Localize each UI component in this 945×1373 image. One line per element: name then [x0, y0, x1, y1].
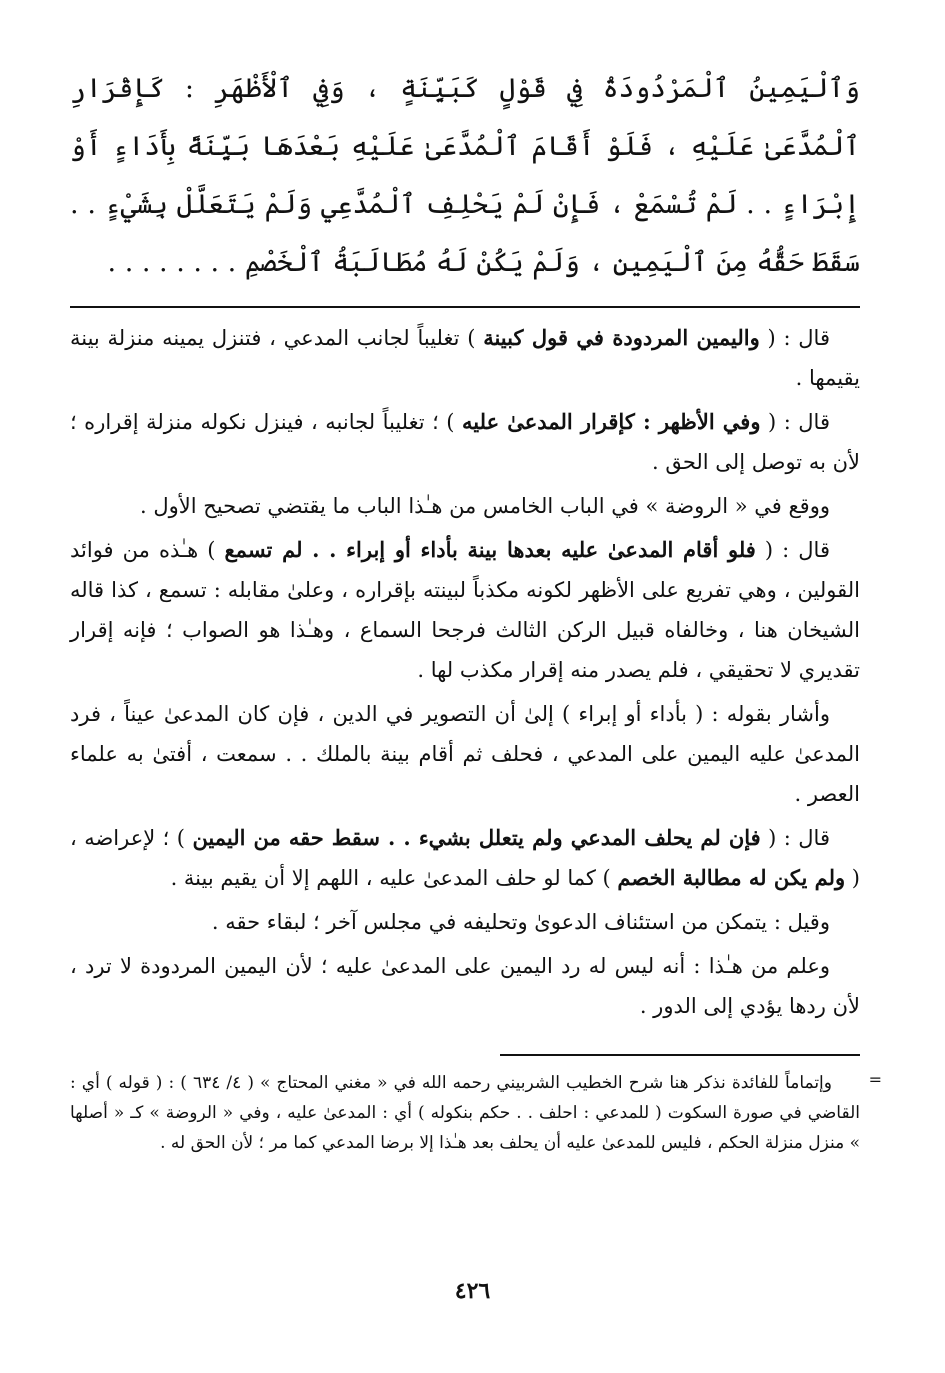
commentary-paragraph-6	[70, 818, 860, 898]
footnote-continuation-mark: =	[868, 1070, 882, 1089]
page-content	[70, 60, 882, 1158]
matn-text: وَٱلْيَمِينُ ٱلْمَرْدُودَةُ فِي قَوْلٍ كَبَيِّنَةٍ ، وَفِي ٱلْأَظْهَرِ : كَإِقْرَارِ ٱلْمُدَّعَىٰ عَلَيْهِ ، فَلَوْ أَقَامَ ٱلْمُدَّعَىٰ عَلَيْهِ بَعْدَهَا بَيِّنَةً بِأَدَاءٍ أَوْ إِبْرَاءٍ . . لَمْ تُسْمَعْ ، فَإِنْ لَمْ يَحْلِفِ ٱلْمُدَّعِي وَلَمْ يَتَعَلَّلْ بِشَيْءٍ . . سَقَطَ حَقُّهُ مِنَ ٱلْيَمِينِ ، وَلَمْ يَكُنْ لَهُ مُطَالَبَةُ ٱلْخَصْمِ . . . . . . . .	[70, 73, 860, 278]
commentary-text: ) هـٰذه من فوائد القولين ، وهي تفريع على الأظهر لكونه مكذباً لبينته بإقراره ، وعلىٰ مقابله : تسمع ، كذا قاله الشيخان هنا ، وخالفاه قبيل الركن الثالث فرجحا السماع ، وهـٰذا هو الصواب ؛ فإنه إقرار تقديري لا تحقيقي ، فلم يصدر منه إقرار مكذب لها .	[70, 538, 860, 682]
quote-prefix: قال : (	[755, 538, 830, 562]
quoted-matn: فلو أقام المدعىٰ عليه بعدها بينة بأداء أو إبراء . . لم تسمع	[224, 537, 756, 562]
footnote-divider	[500, 1054, 860, 1056]
quote-prefix: قال : (	[760, 410, 830, 434]
commentary-text: ) ؛ تغليباً لجانبه ، فينزل نكوله منزلة إقراره ؛ لأن به توصل إلى الحق .	[70, 410, 860, 474]
matn-divider	[70, 306, 860, 308]
quote-prefix: قال : (	[759, 326, 830, 350]
quoted-matn: فإن لم يحلف المدعي ولم يتعلل بشيء . . سقط حقه من اليمين	[192, 825, 761, 850]
commentary-text: ) تغليباً لجانب المدعي ، فتنزل يمينه منزلة بينة يقيمها .	[70, 326, 860, 390]
commentary-paragraph-1	[70, 318, 860, 398]
commentary	[70, 318, 860, 1026]
quoted-matn: واليمين المردودة في قول كبينة	[483, 325, 760, 350]
footnote-text: وإتماماً للفائدة نذكر هنا شرح الخطيب الشربيني رحمه الله في « مغني المحتاج » ( ٤/ ٦٣٤ ) : ( قوله ) أي : القاضي في صورة السكوت ( للمدعي : احلف . . حكم بنكوله ) أي : المدعىٰ عليه ، وفي « الروضة » كـ « أصلها » منزل منزلة الحكم ، فليس للمدعىٰ عليه أن يحلف بعد هـٰذا إلا برضا المدعي كما مر ؛ لأن الحق له .	[70, 1073, 860, 1153]
commentary-paragraph-8: وعلم من هـٰذا : أنه ليس له رد اليمين على المدعىٰ عليه ؛ لأن اليمين المردودة لا ترد ، لأن ردها يؤدي إلى الدور .	[70, 954, 860, 1018]
commentary-paragraph-4	[70, 530, 860, 690]
commentary-paragraph-5: وأشار بقوله : ( بأداء أو إبراء ) إلىٰ أن التصوير في الدين ، فإن كان المدعىٰ عيناً ، فرد المدعىٰ عليه اليمين على المدعي ، فحلف ثم أقام بينة بالملك . . سمعت ، أفتىٰ به علماء العصر .	[70, 702, 860, 806]
page-number: ٤٢٦	[454, 1278, 491, 1304]
quoted-matn: ولم يكن له مطالبة الخصم	[617, 865, 846, 890]
commentary-paragraph-3: ووقع في « الروضة » في الباب الخامس من هـٰذا الباب ما يقتضي تصحيح الأول .	[139, 494, 830, 518]
quoted-matn: وفي الأظهر : كإقرار المدعىٰ عليه	[462, 409, 761, 434]
commentary-text: ) كما لو حلف المدعىٰ عليه ، اللهم إلا أن يقيم بينة .	[170, 866, 618, 890]
commentary-paragraph-7: وقيل : يتمكن من استئناف الدعوىٰ وتحليفه في مجلس آخر ؛ لبقاء حقه .	[211, 910, 830, 934]
commentary-text: ) ؛ لإعراضه ، (	[70, 826, 860, 890]
footnote	[70, 1068, 882, 1158]
commentary-paragraph-2	[70, 402, 860, 482]
quote-prefix: قال : (	[760, 826, 830, 850]
